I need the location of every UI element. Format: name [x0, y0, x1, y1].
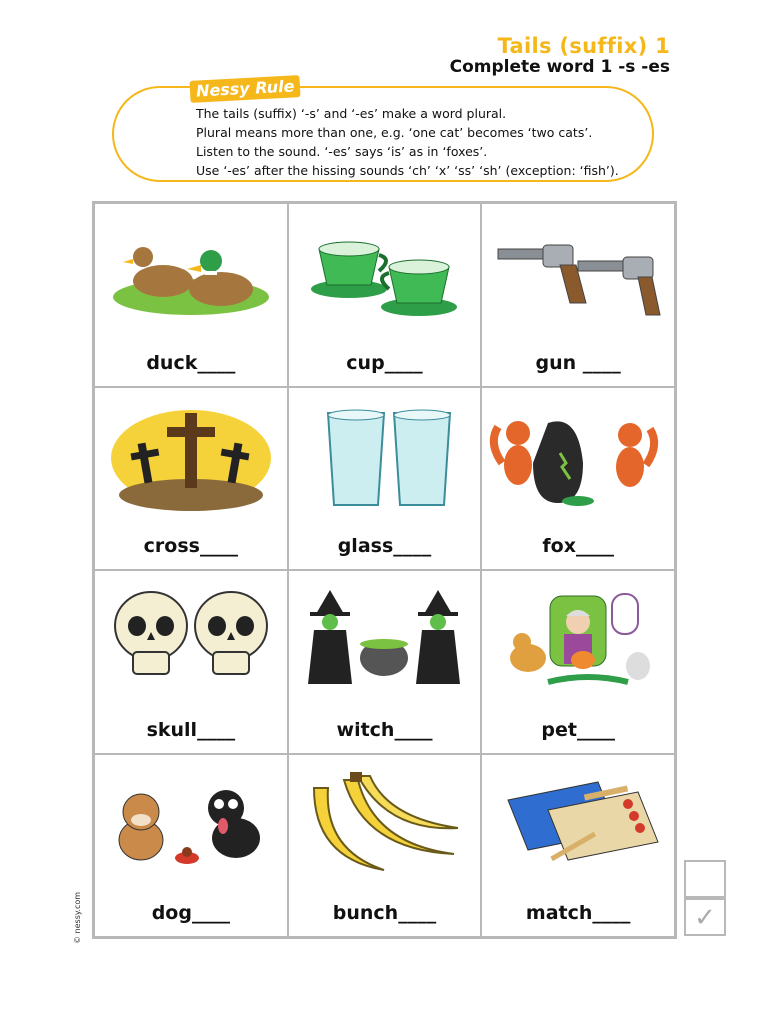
check-icon: ✓ [694, 903, 716, 933]
word-card[interactable] [481, 570, 675, 754]
matches-icon [488, 770, 668, 880]
glasses-icon [294, 403, 474, 513]
skulls-icon [101, 586, 281, 696]
word-label: glass____ [337, 535, 432, 557]
pets-icon [488, 586, 668, 696]
page-subtitle: Complete word 1 -s -es [449, 57, 670, 77]
dogs-icon [101, 770, 281, 880]
word-card[interactable] [94, 387, 288, 571]
word-label: pet____ [541, 718, 615, 741]
word-label: skull____ [146, 718, 236, 741]
word-label: gun ____ [535, 351, 621, 374]
word-label: cup____ [346, 351, 423, 374]
word-label: bunch____ [332, 902, 437, 924]
word-card[interactable] [94, 754, 288, 938]
rule-line: The tails (suffix) ‘-s’ and ‘-es’ make a word plural. [196, 106, 507, 121]
word-card[interactable] [481, 387, 675, 571]
word-card[interactable] [481, 754, 675, 938]
guns-icon [488, 219, 668, 329]
word-label: match____ [525, 902, 631, 924]
word-card[interactable] [288, 203, 482, 387]
rule-line: Use ‘-es’ after the hissing sounds ‘ch’ ‘x’ ‘ss’ ‘sh’ (exception: ‘fish’). [196, 163, 619, 178]
witches-icon [294, 586, 474, 696]
page-title: Tails (suffix) 1 [497, 34, 670, 58]
word-card[interactable] [94, 570, 288, 754]
cups-icon [294, 219, 474, 329]
rule-tag: Nessy Rule [190, 75, 301, 103]
word-label: witch____ [336, 718, 433, 741]
word-label: duck____ [146, 351, 236, 374]
word-label: cross____ [143, 535, 238, 557]
rule-text [196, 104, 619, 180]
ducks-icon [101, 219, 281, 329]
score-box-check[interactable] [684, 898, 726, 936]
crosses-icon [101, 403, 281, 513]
word-card[interactable] [288, 754, 482, 938]
word-card[interactable] [288, 570, 482, 754]
word-label: fox____ [542, 535, 614, 557]
rule-line: Listen to the sound. ‘-es’ says ‘is’ as in ‘foxes’. [196, 144, 488, 159]
score-box-empty[interactable] [684, 860, 726, 898]
bananas-icon [294, 770, 474, 880]
word-card[interactable] [481, 203, 675, 387]
word-card[interactable] [94, 203, 288, 387]
credit: © nessy.com [73, 891, 82, 944]
word-card[interactable] [288, 387, 482, 571]
rule-line: Plural means more than one, e.g. ‘one cat’ becomes ‘two cats’. [196, 125, 593, 140]
foxes-icon [488, 403, 668, 513]
word-label: dog____ [151, 902, 230, 924]
word-grid [92, 201, 677, 939]
